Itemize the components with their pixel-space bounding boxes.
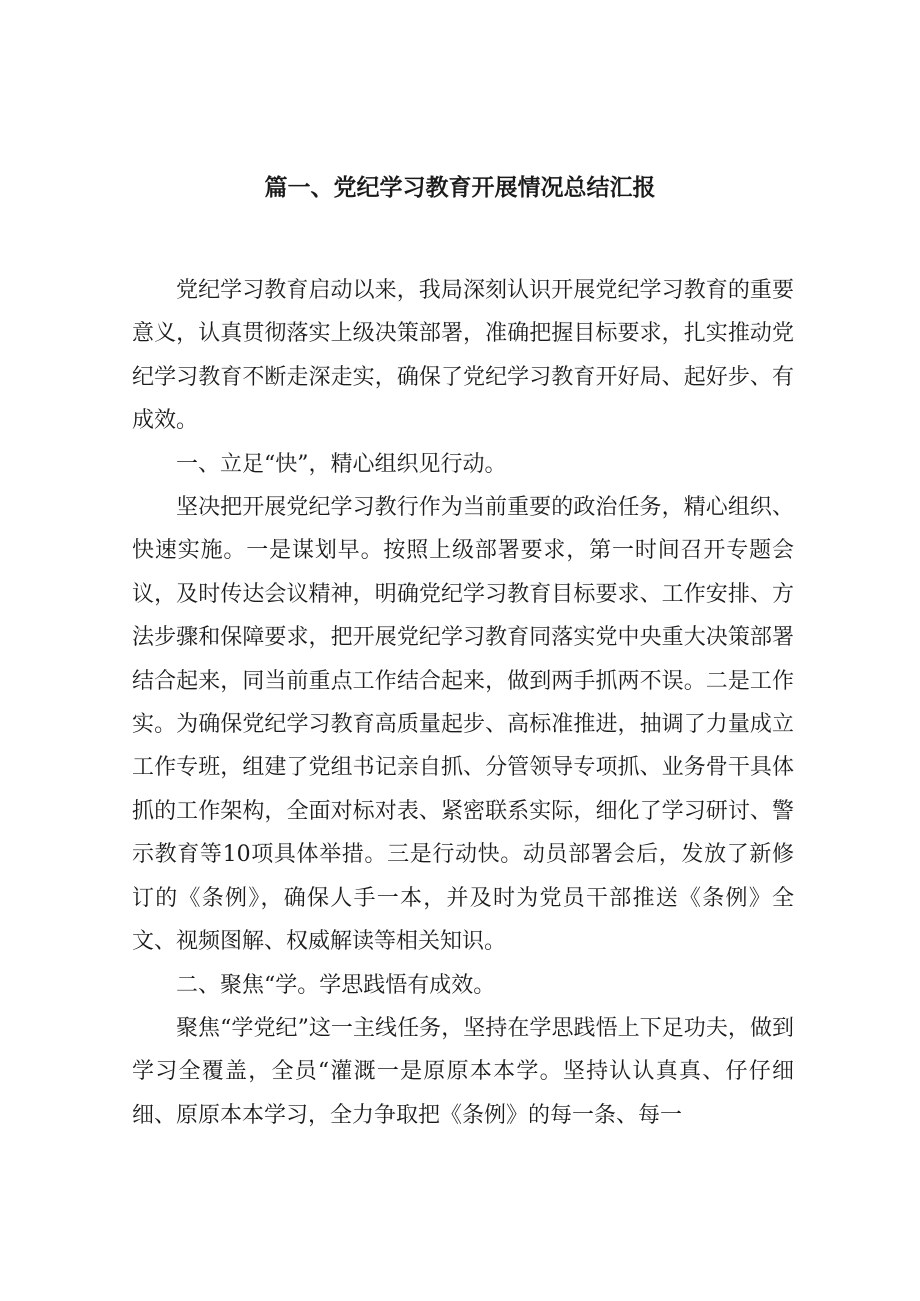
document-title: 篇一、党纪学习教育开展情况总结汇报 — [264, 175, 656, 201]
paragraph-section-2: 聚焦“学党纪”这一主线任务，坚持在学思践悟上下足功夫，做到学习全覆盖，全员“灌溉一是原原本本学。坚持认认真真、仔仔细细、原原本本学习，全力争取把《条例》的每一条、每一 — [132, 1015, 794, 1128]
document-body — [132, 269, 794, 1137]
paragraph-intro: 党纪学习教育启动以来，我局深刻认识开展党纪学习教育的重要意义，认真贯彻落实上级决策部署，准确把握目标要求，扎实推动党纪学习教育不断走深走实，确保了党纪学习教育开好局、起好步、有成效。 — [132, 278, 794, 434]
section-heading-1: 一、立足“快”，精心组织见行动。 — [176, 451, 507, 477]
section-heading-2: 二、聚焦“学。学思践悟有成效。 — [176, 972, 496, 998]
paragraph-section-1: 坚决把开展党纪学习教行作为当前重要的政治任务，精心组织、快速实施。一是谋划早。按照上级部署要求，第一时间召开专题会议，及时传达会议精神，明确党纪学习教育目标要求、工作安排、方法步骤和保障要求，把开展党纪学习教育同落实党中央重大决策部署结合起来，同当前重点工作结合起来，做到两手抓两不误。二是工作实。为确保党纪学习教育高质量起步、高标准推进，抽调了力量成立工作专班，组建了党组书记亲自抓、分管领导专项抓、业务骨干具体抓的工作架构，全面对标对表、紧密联系实际，细化了学习研讨、警示教育等10项具体举措。三是行动快。动员部署会后，发放了新修订的《条例》，确保人手一本，并及时为党员干部推送《条例》全文、视频图解、权威解读等相关知识。 — [132, 495, 794, 955]
